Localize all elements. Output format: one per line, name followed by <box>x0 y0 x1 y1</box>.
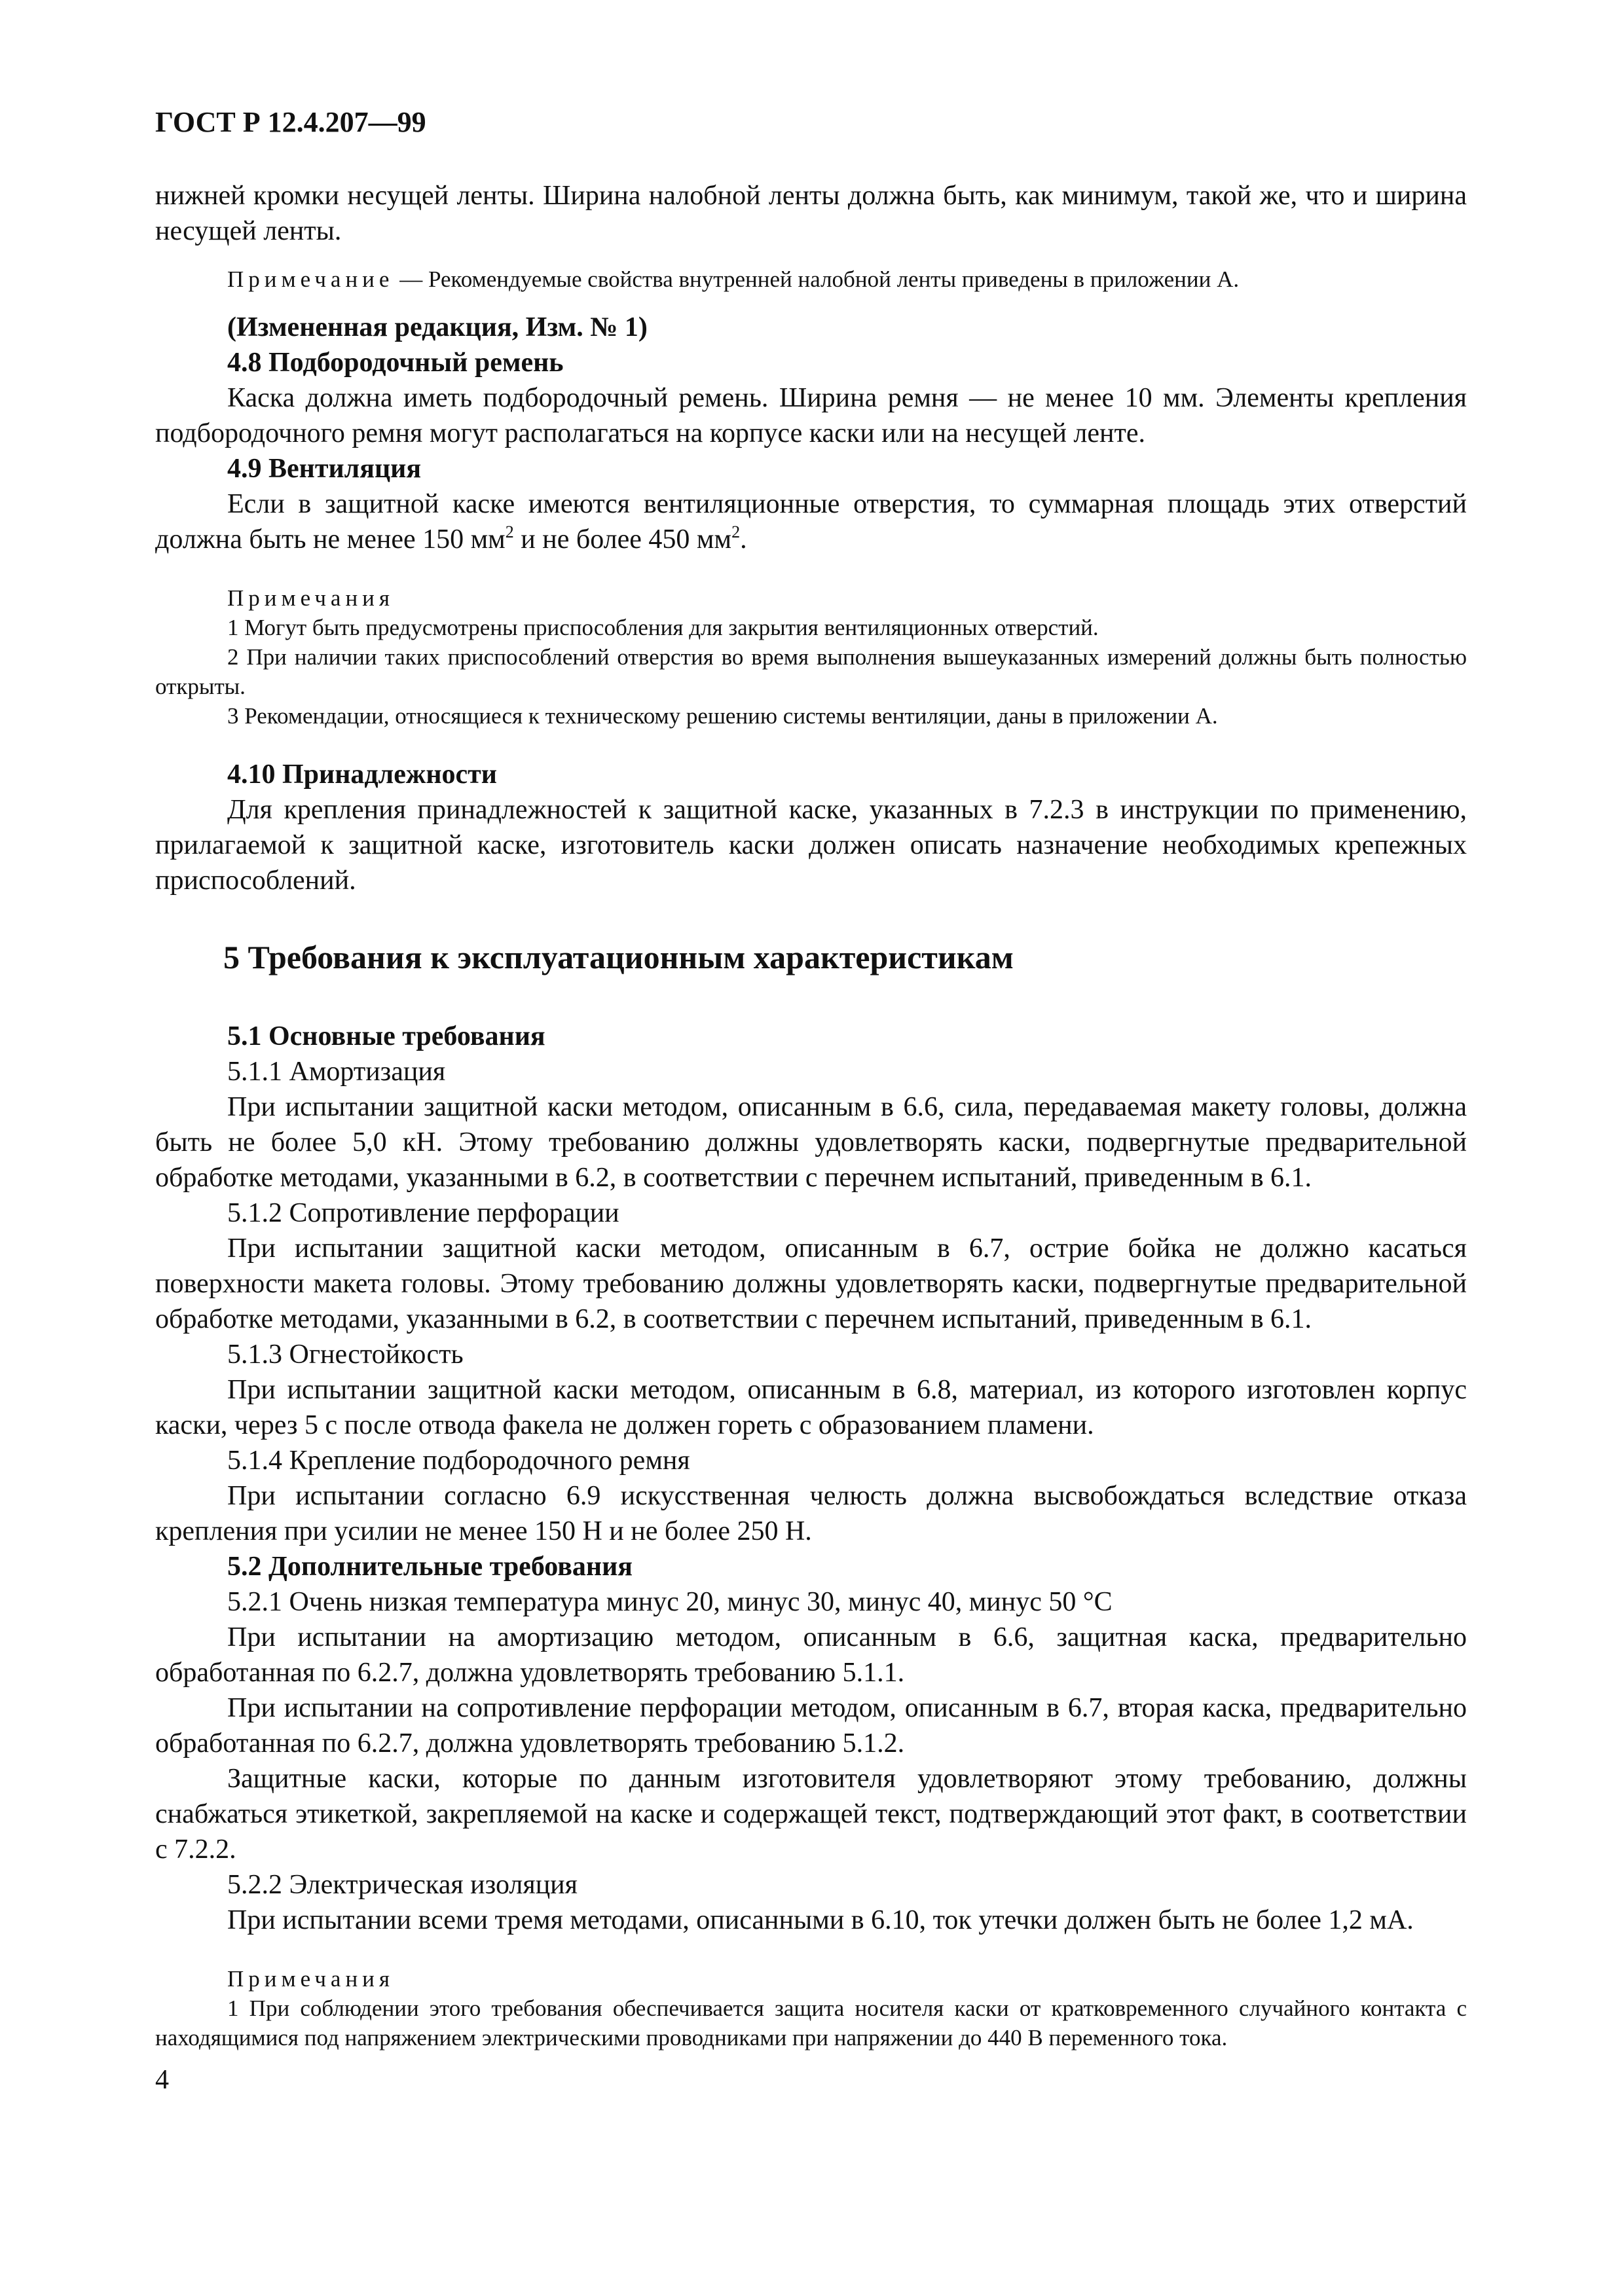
section-5-2-2-text: При испытании всеми тремя методами, описанными в 6.10, ток утечки должен быть не более 1,2 мА. <box>227 1905 1414 1935</box>
section-4-9-text-c: . <box>740 524 747 555</box>
section-4-9-text-a: Если в защитной каске имеются вентиляционные отверстия, то суммарная площадь этих отверстий должна быть не менее 150 мм <box>155 489 1467 555</box>
note-label: Примечание <box>227 266 394 292</box>
section-5-2-1-text: При испытании на сопротивление перфорации методом, описанным в 6.7, вторая каска, предварительно обработанная по 6.2.7, должна удовлетворять требованию 5.1.2. <box>155 1693 1467 1758</box>
section-5-2-1-text: При испытании на амортизацию методом, описанным в 6.6, защитная каска, предварительно обработанная по 6.2.7, должна удовлетворять требованию 5.1.1. <box>155 1622 1467 1688</box>
section-5-1-1-heading: 5.1.1 Амортизация <box>227 1057 446 1087</box>
section-5-1-4-heading: 5.1.4 Крепление подбородочного ремня <box>227 1446 690 1476</box>
section-4-10-text: Для крепления принадлежностей к защитной каске, указанных в 7.2.3 в инструкции по применению, прилагаемой к защитной каске, изготовитель каски должен описать назначение необходимых крепежных приспособлений. <box>155 795 1467 896</box>
section-5-1-4-text: При испытании согласно 6.9 искусственная челюсть должна высвобождаться вследствие отказа крепления при усилии не менее 150 Н и не более 250 Н. <box>155 1481 1467 1546</box>
section-4-9-text-b: и не более 450 мм <box>513 524 732 555</box>
section-4-9-heading: 4.9 Вентиляция <box>227 454 422 484</box>
note-item: 1 При соблюдении этого требования обеспечивается защита носителя каски от кратковременного случайного контакта с находящимися под напряжением электрическими проводниками при напряжении до 440 В переменного тока. <box>155 1995 1467 2050</box>
page-content <box>155 105 1467 2052</box>
section-4-8-heading: 4.8 Подбородочный ремень <box>227 348 564 378</box>
note-text: — Рекомендуемые свойства внутренней налобной ленты приведены в приложении А. <box>394 266 1240 292</box>
section-5-1-3-heading: 5.1.3 Огнестойкость <box>227 1339 464 1370</box>
note-item: 2 При наличии таких приспособлений отверстия во время выполнения вышеуказанных измерений должны быть полностью открыты. <box>155 644 1467 699</box>
section-4-8-text: Каска должна иметь подбородочный ремень. Ширина ремня — не менее 10 мм. Элементы крепления подбородочного ремня могут располагаться на корпусе каски или на несущей ленте. <box>155 383 1467 448</box>
section-5-2-2-heading: 5.2.2 Электрическая изоляция <box>227 1870 578 1900</box>
document-header: ГОСТ Р 12.4.207—99 <box>155 106 426 138</box>
section-5-1-2-text: При испытании защитной каски методом, описанным в 6.7, острие бойка не должно касаться поверхности макета головы. Этому требованию должны удовлетворять каски, подвергнутые предварительной обработке методами, указанными в 6.2, в соответствии с перечнем испытаний, приведенным в 6.1. <box>155 1233 1467 1334</box>
section-5-1-heading: 5.1 Основные требования <box>227 1021 545 1051</box>
section-4-10-heading: 4.10 Принадлежности <box>227 759 498 790</box>
note-paragraph <box>155 264 1467 294</box>
section-5-2-1-text: Защитные каски, которые по данным изготовителя удовлетворяют этому требованию, должны снабжаться этикеткой, закрепляемой на каске и содержащей текст, подтверждающий этот факт, в соответствии с 7.2.2. <box>155 1764 1467 1865</box>
superscript: 2 <box>731 522 741 541</box>
section-5-heading: 5 Требования к эксплуатационным характеристикам <box>223 939 1014 975</box>
superscript: 2 <box>505 522 514 541</box>
section-5-1-2-heading: 5.1.2 Сопротивление перфорации <box>227 1198 619 1228</box>
amendment-note: (Измененная редакция, Изм. № 1) <box>227 312 648 342</box>
note-item: 1 Могут быть предусмотрены приспособления для закрытия вентиляционных отверстий. <box>227 615 1099 640</box>
section-4-9-text <box>155 486 1467 557</box>
section-5-1-1-text: При испытании защитной каски методом, описанным в 6.6, сила, передаваемая макету головы, должна быть не более 5,0 кН. Этому требованию должны удовлетворять каски, подвергнутые предварительной обработке методами, указанными в 6.2, в соответствии с перечнем испытаний, приведенным в 6.1. <box>155 1092 1467 1193</box>
section-5-2-heading: 5.2 Дополнительные требования <box>227 1552 633 1582</box>
section-5-1-3-text: При испытании защитной каски методом, описанным в 6.8, материал, из которого изготовлен корпус каски, через 5 с после отвода факела не должен гореть с образованием пламени. <box>155 1375 1467 1440</box>
notes-label: Примечания <box>227 1966 395 1992</box>
continued-paragraph: нижней кромки несущей ленты. Ширина налобной ленты должна быть, как минимум, такой же, что и ширина несущей ленты. <box>155 181 1467 246</box>
page-number: 4 <box>155 2065 169 2095</box>
note-item: 3 Рекомендации, относящиеся к техническому решению системы вентиляции, даны в приложении А. <box>227 703 1218 729</box>
notes-label: Примечания <box>227 585 395 611</box>
section-5-2-1-heading: 5.2.1 Очень низкая температура минус 20, минус 30, минус 40, минус 50 °С <box>227 1587 1113 1617</box>
